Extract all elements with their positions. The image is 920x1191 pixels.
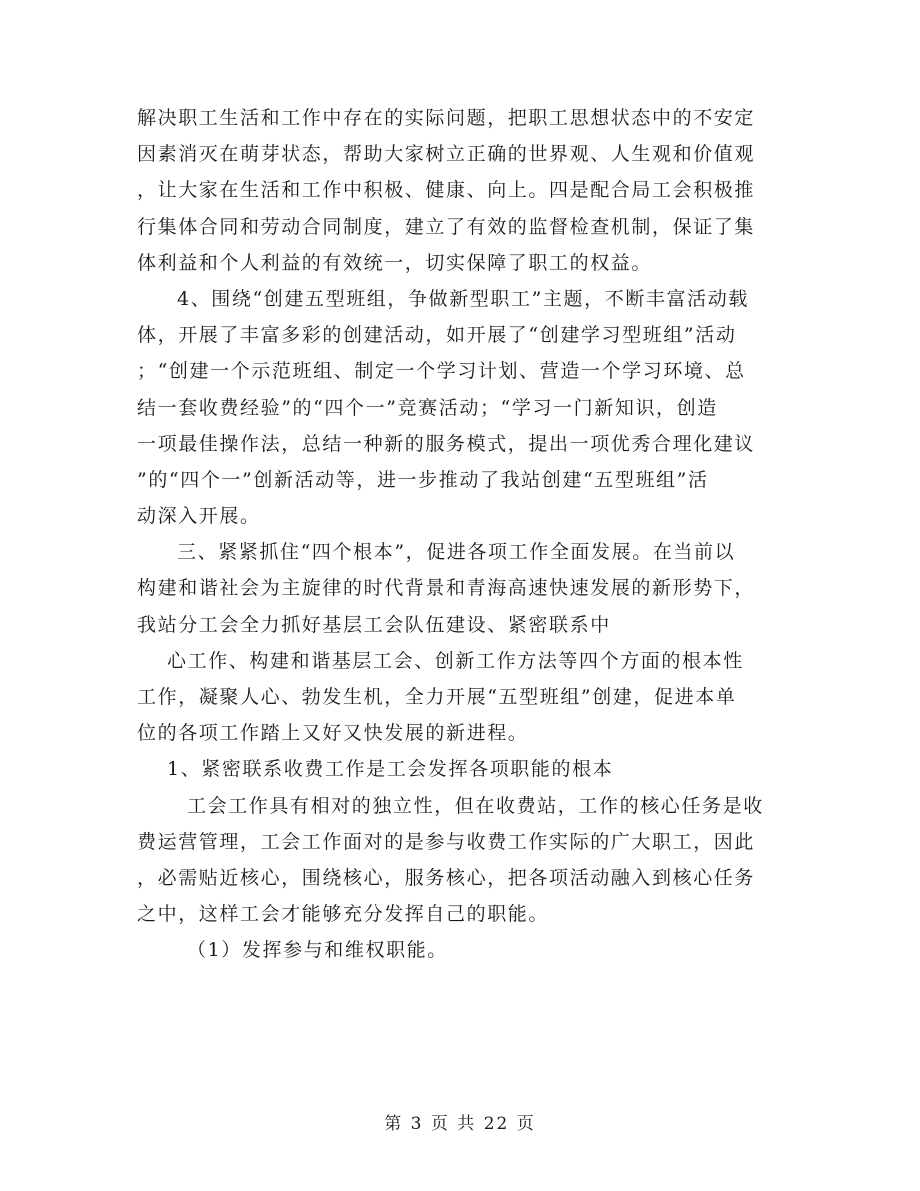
- section-heading: 1、紧密联系收费工作是工会发挥各项职能的根本: [167, 758, 614, 781]
- text-line: 构建和谐社会为主旋律的时代背景和青海高速快速发展的新形势下，: [137, 577, 756, 600]
- text-line: ；“创建一个示范班组、制定一个学习计划、营造一个学习环境、总: [137, 360, 746, 383]
- text-line: 体，开展了丰富多彩的创建活动，如开展了“创建学习型班组”活动: [137, 324, 737, 347]
- text-line: 体利益和个人利益的有效统一，切实保障了职工的权益。: [137, 251, 653, 274]
- text-line: 解决职工生活和工作中存在的实际问题，把职工思想状态中的不安定: [137, 107, 756, 129]
- body-text: [137, 100, 777, 969]
- text-line: 位的各项工作踏上又好又快发展的新进程。: [137, 722, 529, 745]
- text-line: 动深入开展。: [137, 505, 261, 528]
- text-line: ，必需贴近核心，围绕核心，服务核心，把各项活动融入到核心任务: [137, 866, 756, 889]
- text-line: 工作，凝聚人心、勃发生机，全力开展“五型班组”创建，促进本单: [137, 686, 737, 708]
- text-line: ”的“四个一”创新活动等，进一步推动了我站创建“五型班组”活: [137, 468, 709, 491]
- text-line: 因素消灭在萌芽状态，帮助大家树立正确的世界观、人生观和价值观: [137, 143, 756, 166]
- paragraph-start-line: 4、围绕“创建五型班组，争做新型职工”主题，不断丰富活动载: [177, 287, 749, 310]
- text-line: 费运营管理，工会工作面对的是参与收费工作实际的广大职工，因此: [137, 830, 756, 853]
- text-line: 一项最佳操作法，总结一种新的服务模式，提出一项优秀合理化建议: [137, 432, 756, 455]
- paragraph-start-line: 心工作、构建和谐基层工会、创新工作方法等四个方面的根本性: [167, 649, 744, 672]
- text-line: 我站分工会全力抓好基层工会队伍建设、紧密联系中: [137, 613, 611, 636]
- subsection-heading: （1）发挥参与和维权职能。: [187, 939, 448, 962]
- paragraph-start-line: 三、紧紧抓住“四个根本”，促进各项工作全面发展。在当前以: [177, 541, 736, 564]
- paragraph-start-line: 工会工作具有相对的独立性，但在收费站，工作的核心任务是收: [187, 794, 764, 817]
- text-line: 结一套收费经验”的“四个一”竞赛活动；“学习一门新知识，创造: [137, 396, 718, 419]
- page-number-footer: 第 3 页 共 22 页: [384, 1114, 536, 1134]
- text-line: 行集体合同和劳动合同制度，建立了有效的监督检查机制，保证了集: [137, 215, 756, 238]
- text-line: 之中，这样工会才能够充分发挥自己的职能。: [137, 903, 550, 926]
- text-line: ，让大家在生活和工作中积极、健康、向上。四是配合局工会积极推: [137, 179, 756, 202]
